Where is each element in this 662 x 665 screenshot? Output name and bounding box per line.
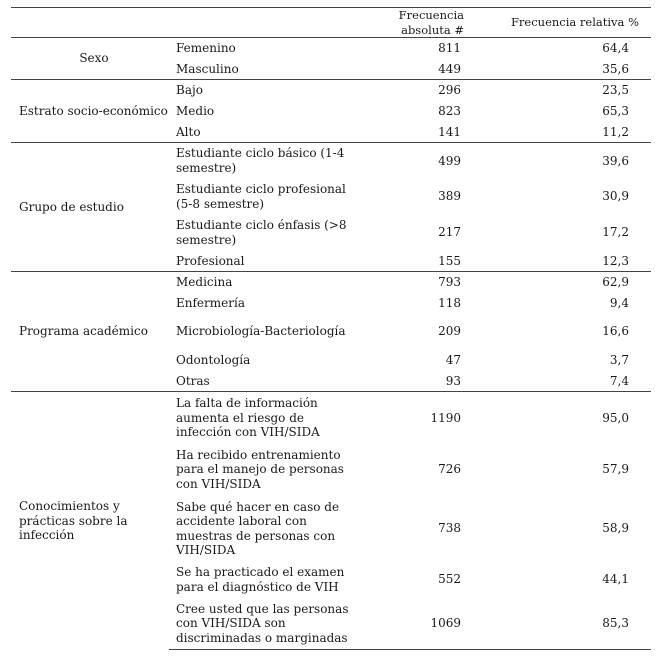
header-group <box>11 8 169 38</box>
absolute-frequency-cell: 738 <box>438 521 461 536</box>
category-cell: Profesional <box>169 251 357 272</box>
frequency-table-container <box>11 7 651 650</box>
relative-frequency-cell: 7,4 <box>475 371 651 392</box>
frequency-table <box>11 7 651 650</box>
relative-frequency-cell: 95,0 <box>475 392 651 444</box>
relative-frequency-cell: 3,7 <box>609 352 629 367</box>
absolute-frequency-cell: 118 <box>438 295 461 310</box>
category-cell: Medicina <box>169 272 357 293</box>
absolute-frequency-cell: 155 <box>357 251 475 272</box>
relative-frequency-cell: 12,3 <box>475 251 651 272</box>
category-cell: Odontología <box>176 352 251 367</box>
category-cell: La falta de información aumenta el riesgo de infección con VIH/SIDA <box>169 392 357 444</box>
category-cell: Otras <box>169 371 357 392</box>
category-cell: Microbiología-Bacteriología <box>176 324 346 339</box>
relative-frequency-cell: 16,6 <box>602 324 629 339</box>
absolute-frequency-cell: 811 <box>357 38 475 59</box>
group-label: Conocimientos y prácticas sobre la infección <box>11 392 169 650</box>
category-cell: Masculino <box>169 59 357 80</box>
category-cell: Femenino <box>169 38 357 59</box>
absolute-frequency-cell: 217 <box>438 225 461 240</box>
table-body <box>11 38 651 650</box>
relative-frequency-cell: 44,1 <box>602 572 629 587</box>
group-label: Programa académico <box>11 272 169 392</box>
absolute-frequency-cell: 209 <box>438 324 461 339</box>
table-row <box>11 392 651 444</box>
table-header <box>11 8 651 38</box>
category-cell: Sabe qué hacer en caso de accidente laboral con muestras de personas con VIH/SIDA <box>176 499 340 557</box>
relative-frequency-cell: 30,9 <box>602 189 629 204</box>
absolute-frequency-cell: 1190 <box>357 392 475 444</box>
category-cell: Alto <box>169 122 357 143</box>
absolute-frequency-cell: 1069 <box>357 598 475 650</box>
absolute-frequency-cell: 499 <box>357 143 475 179</box>
header-relative-frequency: Frecuencia relativa % <box>475 8 651 38</box>
table-row <box>11 272 651 293</box>
relative-frequency-cell: 39,6 <box>475 143 651 179</box>
absolute-frequency-cell: 726 <box>438 462 461 477</box>
group-label: Sexo <box>11 38 169 80</box>
table-row <box>11 80 651 101</box>
header-absolute-frequency: Frecuencia absoluta # <box>357 8 475 38</box>
header-row <box>11 8 651 38</box>
category-cell: Estudiante ciclo profesional (5-8 semestre) <box>176 182 346 211</box>
absolute-frequency-cell: 449 <box>357 59 475 80</box>
relative-frequency-cell: 9,4 <box>609 295 629 310</box>
relative-frequency-cell: 64,4 <box>475 38 651 59</box>
absolute-frequency-cell: 141 <box>357 122 475 143</box>
relative-frequency-cell: 57,9 <box>602 462 629 477</box>
group-label: Estrato socio-económico <box>11 80 169 143</box>
category-cell: Se ha practicado el examen para el diagnóstico de VIH <box>176 565 345 594</box>
category-cell: Cree usted que las personas con VIH/SIDA son discriminadas o marginadas <box>169 598 357 650</box>
relative-frequency-cell: 35,6 <box>475 59 651 80</box>
category-cell: Enfermería <box>176 295 245 310</box>
absolute-frequency-cell: 389 <box>438 189 461 204</box>
absolute-frequency-cell: 793 <box>357 272 475 293</box>
table-row <box>11 143 651 179</box>
relative-frequency-cell: 23,5 <box>475 80 651 101</box>
relative-frequency-cell: 85,3 <box>475 598 651 650</box>
category-cell: Estudiante ciclo énfasis (>8 semestre) <box>176 218 347 247</box>
table-row <box>11 38 651 59</box>
category-cell: Bajo <box>169 80 357 101</box>
group-label: Grupo de estudio <box>11 143 169 272</box>
absolute-frequency-cell: 47 <box>445 352 461 367</box>
absolute-frequency-cell: 296 <box>357 80 475 101</box>
relative-frequency-cell: 58,9 <box>602 521 629 536</box>
absolute-frequency-cell: 823 <box>438 103 461 118</box>
relative-frequency-cell: 11,2 <box>475 122 651 143</box>
absolute-frequency-cell: 552 <box>438 572 461 587</box>
relative-frequency-cell: 62,9 <box>475 272 651 293</box>
category-cell: Ha recibido entrenamiento para el manejo de personas con VIH/SIDA <box>176 447 344 491</box>
category-cell: Medio <box>176 103 215 118</box>
relative-frequency-cell: 65,3 <box>602 103 629 118</box>
category-cell: Estudiante ciclo básico (1-4 semestre) <box>169 143 357 179</box>
relative-frequency-cell: 17,2 <box>602 225 629 240</box>
header-category <box>169 8 357 38</box>
absolute-frequency-cell: 93 <box>357 371 475 392</box>
